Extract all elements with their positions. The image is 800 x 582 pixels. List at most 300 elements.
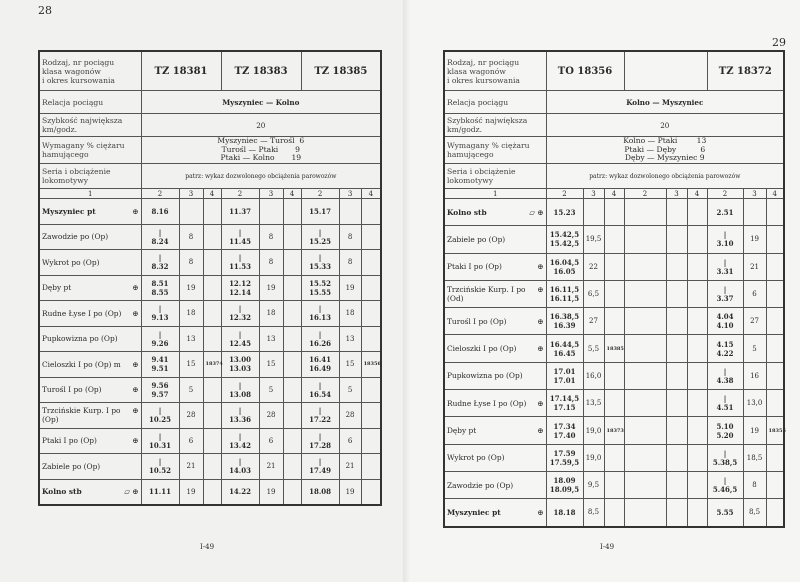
- crossing-train-cell: [361, 250, 381, 276]
- loco-value: patrz: wykaz dozwolonego obciążenia parowozów: [546, 164, 784, 189]
- distance-cell: [666, 390, 687, 417]
- crossing-train-cell: 18385: [604, 335, 624, 362]
- crossing-train-cell: [766, 335, 784, 362]
- distance-cell: 15: [179, 352, 203, 378]
- time-cell: | 10.52: [141, 454, 179, 480]
- time-cell: | 17.49: [301, 454, 339, 480]
- time-cell: [624, 499, 666, 527]
- speed-value: 20: [546, 114, 784, 137]
- column-number: 1: [444, 189, 546, 199]
- column-number: 3: [666, 189, 687, 199]
- time-cell: 12.12 12.14: [221, 275, 259, 301]
- distance-cell: [583, 199, 604, 226]
- station-name: Turośl I po (Op): [42, 385, 102, 395]
- distance-cell: 19: [179, 479, 203, 505]
- station-name: Zawodzie po (Op): [42, 232, 109, 242]
- station-name: Myszyniec pt: [42, 206, 96, 216]
- distance-cell: 19: [179, 275, 203, 301]
- table-row: [39, 428, 381, 454]
- time-cell: 16.44,5 16.45: [546, 335, 583, 362]
- station-cell: [444, 308, 546, 335]
- column-number: 3: [583, 189, 604, 199]
- crossing-train-cell: [766, 253, 784, 280]
- time-cell: 16.38,5 16.39: [546, 308, 583, 335]
- train-number: TZ 18372: [707, 51, 784, 91]
- distance-cell: 5,5: [583, 335, 604, 362]
- time-cell: [624, 444, 666, 471]
- label-loco: Seria i obciążenie lokomotywy: [444, 164, 546, 189]
- crossing-train-cell: [361, 326, 381, 352]
- time-cell: 16.04,5 16.05: [546, 253, 583, 280]
- station-name: Zabiele po (Op): [42, 461, 101, 471]
- distance-cell: 8: [259, 250, 283, 276]
- time-cell: 15.52 15.55: [301, 275, 339, 301]
- label-relation: Relacja pociągu: [444, 91, 546, 114]
- time-cell: 4.15 4.22: [707, 335, 743, 362]
- distance-cell: 18: [259, 301, 283, 327]
- crossing-train-cell: [283, 224, 301, 250]
- page-footer: I-49: [600, 543, 615, 551]
- crossing-train-cell: [203, 301, 221, 327]
- label-loco: Seria i obciążenie lokomotywy: [39, 164, 141, 189]
- distance-cell: 8: [339, 224, 361, 250]
- time-cell: | 4.51: [707, 390, 743, 417]
- distance-cell: 13: [259, 326, 283, 352]
- distance-cell: 27: [743, 308, 766, 335]
- crossing-train-cell: [687, 308, 707, 335]
- braking-value: Myszyniec — Turośl 6 Turośl — Ptaki 9 Ptaki — Kolno 19: [141, 137, 381, 164]
- braking-value: Kolno — Ptaki 13 Ptaki — Dęby 6 Dęby — Myszyniec 9: [546, 137, 784, 164]
- time-cell: 18.18: [546, 499, 583, 527]
- crossing-train-cell: [604, 199, 624, 226]
- station-cell: [444, 417, 546, 444]
- crossing-train-cell: [687, 417, 707, 444]
- station-cell: [39, 326, 141, 352]
- relation-value: Myszyniec — Kolno: [141, 91, 381, 114]
- crossing-train-cell: [604, 362, 624, 389]
- distance-cell: 13,0: [743, 390, 766, 417]
- station-cell: [444, 471, 546, 498]
- station-symbol-icon: ⊕: [132, 406, 139, 416]
- station-name: Rudne Łyse I po (Op): [447, 398, 527, 408]
- station-cell: [39, 301, 141, 327]
- crossing-train-cell: [687, 226, 707, 253]
- crossing-train-cell: 18356: [361, 352, 381, 378]
- station-cell: [444, 362, 546, 389]
- distance-cell: [666, 308, 687, 335]
- distance-cell: [666, 362, 687, 389]
- distance-cell: 19,0: [583, 444, 604, 471]
- time-cell: | 8.32: [141, 250, 179, 276]
- table-row: [39, 275, 381, 301]
- station-name: Cieloszki I po (Op): [447, 344, 517, 354]
- time-cell: | 17.22: [301, 403, 339, 429]
- station-cell: [39, 275, 141, 301]
- distance-cell: 8: [743, 471, 766, 498]
- distance-cell: 8: [179, 224, 203, 250]
- column-number: 4: [203, 189, 221, 199]
- time-cell: [624, 199, 666, 226]
- distance-cell: 19: [339, 275, 361, 301]
- crossing-train-cell: [687, 444, 707, 471]
- distance-cell: 28: [179, 403, 203, 429]
- distance-cell: 19: [259, 275, 283, 301]
- distance-cell: 19,0: [583, 417, 604, 444]
- label-speed: Szybkość największa km/godz.: [444, 114, 546, 137]
- crossing-train-cell: [361, 479, 381, 505]
- column-number: 2: [221, 189, 259, 199]
- table-row: [39, 352, 381, 378]
- station-cell: [444, 390, 546, 417]
- distance-cell: 5: [339, 377, 361, 403]
- distance-cell: 5: [179, 377, 203, 403]
- crossing-train-cell: [766, 226, 784, 253]
- column-number: 3: [179, 189, 203, 199]
- time-cell: 14.22: [221, 479, 259, 505]
- train-number: TZ 18381: [141, 51, 221, 91]
- distance-cell: 8: [339, 250, 361, 276]
- time-cell: 15.42,5 15.42,5: [546, 226, 583, 253]
- crossing-train-cell: [203, 224, 221, 250]
- distance-cell: 27: [583, 308, 604, 335]
- distance-cell: 18,5: [743, 444, 766, 471]
- crossing-train-cell: [283, 199, 301, 225]
- distance-cell: 15: [339, 352, 361, 378]
- crossing-train-cell: [766, 390, 784, 417]
- station-cell: [444, 335, 546, 362]
- timetable: [443, 50, 785, 528]
- time-cell: 2.51: [707, 199, 743, 226]
- column-number: 4: [604, 189, 624, 199]
- time-cell: 17.59 17.59,5: [546, 444, 583, 471]
- table-row: [444, 280, 784, 307]
- distance-cell: 16,0: [583, 362, 604, 389]
- table-row: [444, 199, 784, 226]
- time-cell: 17.01 17.01: [546, 362, 583, 389]
- time-cell: 9.41 9.51: [141, 352, 179, 378]
- distance-cell: 19,5: [583, 226, 604, 253]
- time-cell: 18.09 18.09,5: [546, 471, 583, 498]
- time-cell: | 17.28: [301, 428, 339, 454]
- distance-cell: [339, 199, 361, 225]
- time-cell: 8.16: [141, 199, 179, 225]
- station-cell: [39, 428, 141, 454]
- label-braking: Wymagany % ciężaru hamującego: [444, 137, 546, 164]
- distance-cell: 6,5: [583, 280, 604, 307]
- station-name: Pupkowizna po (Op): [447, 371, 523, 381]
- crossing-train-cell: [766, 471, 784, 498]
- distance-cell: 13,5: [583, 390, 604, 417]
- table-row: [444, 335, 784, 362]
- table-row: [444, 362, 784, 389]
- crossing-train-cell: [361, 301, 381, 327]
- station-symbol-icon: ⊕: [132, 385, 139, 395]
- crossing-train-cell: [361, 199, 381, 225]
- crossing-train-cell: [687, 335, 707, 362]
- time-cell: | 3.31: [707, 253, 743, 280]
- distance-cell: 13: [339, 326, 361, 352]
- column-number: 2: [141, 189, 179, 199]
- speed-value: 20: [141, 114, 381, 137]
- crossing-train-cell: [604, 308, 624, 335]
- station-cell: [444, 499, 546, 527]
- station-symbol-icon: ⊕: [537, 426, 544, 436]
- distance-cell: [666, 199, 687, 226]
- time-cell: [624, 280, 666, 307]
- time-cell: 5.55: [707, 499, 743, 527]
- distance-cell: [666, 417, 687, 444]
- loco-value: patrz: wykaz dozwolonego obciążenia parowozów: [141, 164, 381, 189]
- table-row: [444, 499, 784, 527]
- distance-cell: 8,5: [743, 499, 766, 527]
- time-cell: | 10.25: [141, 403, 179, 429]
- time-cell: | 4.38: [707, 362, 743, 389]
- crossing-train-cell: [604, 280, 624, 307]
- timetable: [38, 50, 382, 506]
- crossing-train-cell: [604, 226, 624, 253]
- station-name: Trzcińskie Kurp. I po (Od): [447, 285, 526, 304]
- station-cell: [444, 253, 546, 280]
- crossing-train-cell: [361, 454, 381, 480]
- distance-cell: [666, 444, 687, 471]
- time-cell: [624, 417, 666, 444]
- station-cell: [39, 454, 141, 480]
- time-cell: | 13.42: [221, 428, 259, 454]
- crossing-train-cell: 18355: [766, 417, 784, 444]
- distance-cell: 21: [339, 454, 361, 480]
- crossing-train-cell: [361, 224, 381, 250]
- time-cell: | 15.33: [301, 250, 339, 276]
- station-symbol-icon: ⊕: [537, 507, 544, 517]
- crossing-train-cell: [687, 499, 707, 527]
- distance-cell: 19: [743, 417, 766, 444]
- distance-cell: 6: [339, 428, 361, 454]
- distance-cell: [666, 280, 687, 307]
- page-footer: I-49: [200, 543, 215, 551]
- time-cell: | 12.45: [221, 326, 259, 352]
- crossing-train-cell: [604, 253, 624, 280]
- time-cell: 16.41 16.49: [301, 352, 339, 378]
- distance-cell: 19: [339, 479, 361, 505]
- time-cell: 18.08: [301, 479, 339, 505]
- crossing-train-cell: [283, 250, 301, 276]
- column-number: 4: [766, 189, 784, 199]
- crossing-train-cell: [283, 352, 301, 378]
- table-row: [444, 444, 784, 471]
- station-cell: [444, 444, 546, 471]
- station-name: Cieloszki I po (Op) m: [42, 359, 121, 369]
- station-name: Pupkowizna po (Op): [42, 334, 118, 344]
- crossing-train-cell: [203, 403, 221, 429]
- station-cell: [39, 199, 141, 225]
- column-number: 3: [339, 189, 361, 199]
- time-cell: 4.04 4.10: [707, 308, 743, 335]
- time-cell: | 3.10: [707, 226, 743, 253]
- crossing-train-cell: [203, 454, 221, 480]
- label-speed: Szybkość największa km/godz.: [39, 114, 141, 137]
- crossing-train-cell: [283, 479, 301, 505]
- crossing-train-cell: [604, 471, 624, 498]
- time-cell: | 10.31: [141, 428, 179, 454]
- station-symbol-icon: ⊕: [132, 283, 139, 293]
- distance-cell: [259, 199, 283, 225]
- crossing-train-cell: [361, 377, 381, 403]
- distance-cell: 16: [743, 362, 766, 389]
- time-cell: [624, 471, 666, 498]
- time-cell: 8.51 8.55: [141, 275, 179, 301]
- time-cell: | 16.54: [301, 377, 339, 403]
- table-row: [39, 326, 381, 352]
- train-number: TZ 18385: [301, 51, 381, 91]
- time-cell: 11.37: [221, 199, 259, 225]
- train-number: [624, 51, 707, 91]
- time-cell: 11.11: [141, 479, 179, 505]
- time-cell: 17.14,5 17.15: [546, 390, 583, 417]
- distance-cell: 28: [339, 403, 361, 429]
- distance-cell: 21: [259, 454, 283, 480]
- station-symbol-icon: ⊕: [132, 308, 139, 318]
- column-number: 2: [707, 189, 743, 199]
- station-name: Trzcińskie Kurp. I po (Op): [42, 406, 121, 425]
- crossing-train-cell: [604, 499, 624, 527]
- time-cell: 15.17: [301, 199, 339, 225]
- distance-cell: 6: [743, 280, 766, 307]
- crossing-train-cell: [766, 280, 784, 307]
- distance-cell: 22: [583, 253, 604, 280]
- time-cell: 16.11,5 16.11,5: [546, 280, 583, 307]
- time-cell: 9.56 9.57: [141, 377, 179, 403]
- table-row: [39, 403, 381, 429]
- distance-cell: [666, 335, 687, 362]
- station-symbol-icon: ⊕: [537, 262, 544, 272]
- crossing-train-cell: [361, 403, 381, 429]
- crossing-train-cell: [283, 275, 301, 301]
- distance-cell: 8,5: [583, 499, 604, 527]
- distance-cell: [743, 199, 766, 226]
- relation-value: Kolno — Myszyniec: [546, 91, 784, 114]
- station-name: Zabiele po (Op): [447, 234, 506, 244]
- station-name: Kolno stb: [42, 487, 82, 497]
- station-cell: [39, 377, 141, 403]
- station-symbol-icon: ⊕: [537, 285, 544, 295]
- distance-cell: [666, 499, 687, 527]
- station-name: Zawodzie po (Op): [447, 480, 514, 490]
- crossing-train-cell: [203, 479, 221, 505]
- distance-cell: 5: [743, 335, 766, 362]
- station-symbol-icon: ⊕: [132, 436, 139, 446]
- page-number: 28: [38, 4, 52, 17]
- station-symbol-icon: ⊕: [537, 398, 544, 408]
- crossing-train-cell: [283, 403, 301, 429]
- column-number: 2: [546, 189, 583, 199]
- crossing-train-cell: [687, 471, 707, 498]
- time-cell: | 16.13: [301, 301, 339, 327]
- crossing-train-cell: [283, 428, 301, 454]
- station-cell: [444, 226, 546, 253]
- distance-cell: [666, 471, 687, 498]
- time-cell: [624, 362, 666, 389]
- station-cell: [444, 199, 546, 226]
- distance-cell: 19: [259, 479, 283, 505]
- station-name: Myszyniec pt: [447, 507, 501, 517]
- time-cell: | 5.38,5: [707, 444, 743, 471]
- station-symbol-icon: ⊕: [537, 344, 544, 354]
- distance-cell: 18: [339, 301, 361, 327]
- table-row: [444, 308, 784, 335]
- column-number: 3: [259, 189, 283, 199]
- crossing-train-cell: 18373: [604, 417, 624, 444]
- time-cell: | 5.46,5: [707, 471, 743, 498]
- column-number: 2: [301, 189, 339, 199]
- table-row: [444, 417, 784, 444]
- column-number: 4: [283, 189, 301, 199]
- station-name: Ptaki I po (Op): [42, 436, 97, 446]
- station-cell: [444, 280, 546, 307]
- distance-cell: 9,5: [583, 471, 604, 498]
- crossing-train-cell: [203, 428, 221, 454]
- station-cell: [39, 250, 141, 276]
- time-cell: [624, 308, 666, 335]
- table-row: [39, 377, 381, 403]
- station-name: Kolno stb: [447, 207, 487, 217]
- time-cell: [624, 226, 666, 253]
- column-number: 3: [743, 189, 766, 199]
- distance-cell: 6: [259, 428, 283, 454]
- crossing-train-cell: [687, 362, 707, 389]
- crossing-train-cell: [604, 390, 624, 417]
- time-cell: 15.23: [546, 199, 583, 226]
- station-cell: [39, 479, 141, 505]
- column-number: 4: [361, 189, 381, 199]
- time-cell: | 8.24: [141, 224, 179, 250]
- table-row: [444, 390, 784, 417]
- crossing-train-cell: [604, 444, 624, 471]
- time-cell: | 9.26: [141, 326, 179, 352]
- time-cell: 17.34 17.40: [546, 417, 583, 444]
- time-cell: 5.10 5.20: [707, 417, 743, 444]
- distance-cell: 8: [179, 250, 203, 276]
- station-name: Dęby pt: [447, 426, 477, 436]
- label-relation: Relacja pociągu: [39, 91, 141, 114]
- crossing-train-cell: [283, 301, 301, 327]
- time-cell: [624, 390, 666, 417]
- column-number: 4: [687, 189, 707, 199]
- distance-cell: 19: [743, 226, 766, 253]
- crossing-train-cell: [203, 199, 221, 225]
- distance-cell: [666, 253, 687, 280]
- label-train-type: Rodzaj, nr pociągu klasa wagonów i okres kursowania: [444, 51, 546, 91]
- crossing-train-cell: [687, 253, 707, 280]
- right-page: [410, 0, 800, 582]
- time-cell: 13.00 13.03: [221, 352, 259, 378]
- station-symbol-icon: ⊕: [537, 316, 544, 326]
- time-cell: | 9.13: [141, 301, 179, 327]
- time-cell: | 14.03: [221, 454, 259, 480]
- crossing-train-cell: [766, 499, 784, 527]
- column-number: 2: [624, 189, 666, 199]
- station-name: Turośl I po (Op): [447, 316, 507, 326]
- crossing-train-cell: [203, 250, 221, 276]
- time-cell: | 13.08: [221, 377, 259, 403]
- crossing-train-cell: [766, 444, 784, 471]
- crossing-train-cell: [361, 275, 381, 301]
- crossing-train-cell: [203, 275, 221, 301]
- station-name: Ptaki I po (Op): [447, 262, 502, 272]
- distance-cell: 13: [179, 326, 203, 352]
- crossing-train-cell: [687, 390, 707, 417]
- station-symbol-icon: ⊕: [132, 206, 139, 216]
- table-row: [39, 301, 381, 327]
